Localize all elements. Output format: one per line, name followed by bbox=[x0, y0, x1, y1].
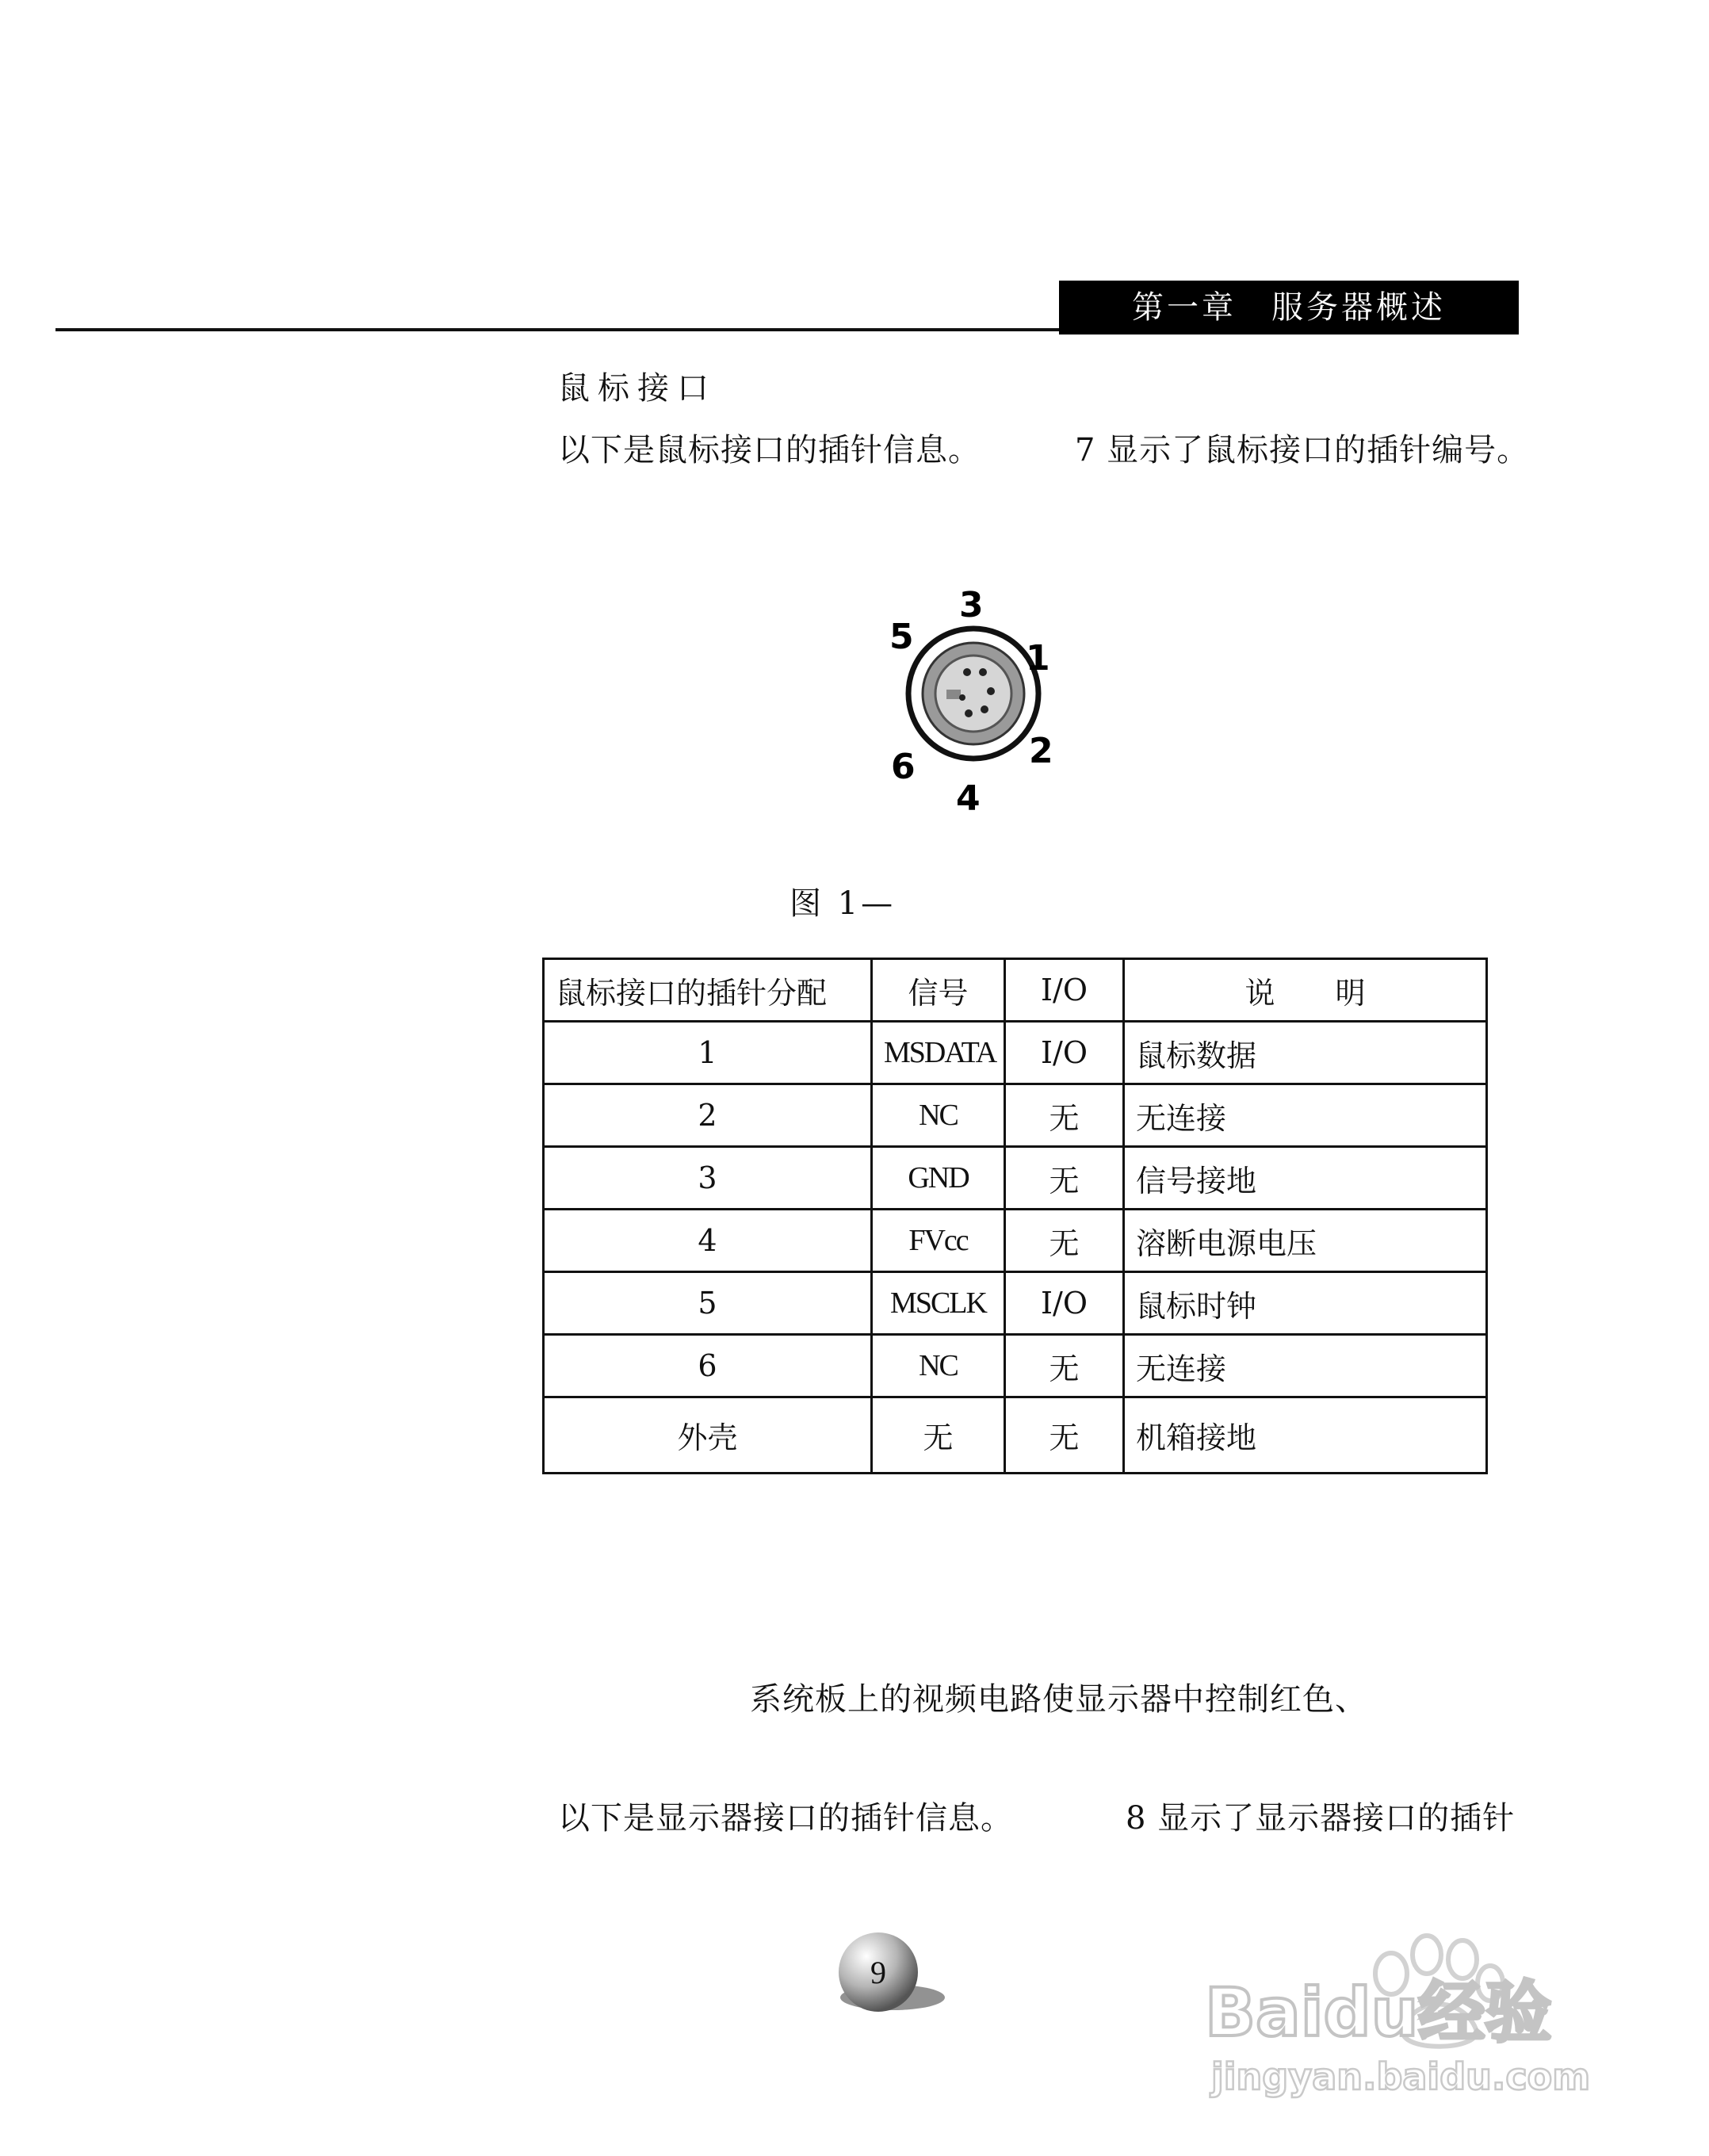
header-io: I/O bbox=[1005, 959, 1124, 1022]
header-rule bbox=[55, 328, 1059, 331]
chapter-header: 第一章 服务器概述 bbox=[1059, 281, 1519, 334]
pin-label-2: 2 bbox=[1029, 731, 1053, 771]
table-row bbox=[544, 1147, 1487, 1210]
pin-hole-1 bbox=[987, 687, 995, 695]
intro-text-right: 7 显示了鼠标接口的插针编号。 bbox=[1075, 432, 1530, 468]
watermark-url: jingyan.baidu.com bbox=[1211, 2055, 1591, 2098]
table-row bbox=[544, 1335, 1487, 1397]
cell-description: 鼠标数据 bbox=[1124, 1022, 1487, 1084]
pin-hole-1a bbox=[979, 668, 987, 676]
intro-text-left: 以下是鼠标接口的插针信息。 bbox=[558, 432, 981, 468]
cell-signal: NC bbox=[872, 1335, 1005, 1397]
pin-label-3: 3 bbox=[959, 585, 984, 625]
cell-pin: 4 bbox=[544, 1210, 872, 1272]
ps2-connector-diagram bbox=[880, 579, 1070, 824]
mouse-connector-figure bbox=[880, 579, 1070, 824]
pin-hole-6 bbox=[959, 694, 965, 701]
cell-description: 无连接 bbox=[1124, 1084, 1487, 1147]
cell-io: 无 bbox=[1005, 1147, 1124, 1210]
pin-assignment-table bbox=[542, 958, 1488, 1474]
cell-pin: 1 bbox=[544, 1022, 872, 1084]
video-circuit-text: 系统板上的视频电路使显示器中控制红色、 bbox=[750, 1681, 1367, 1718]
header-pin-assignment: 鼠标接口的插针分配 bbox=[544, 959, 872, 1022]
cell-pin: 5 bbox=[544, 1272, 872, 1335]
cell-signal: 无 bbox=[872, 1397, 1005, 1474]
header-description: 说 明 bbox=[1124, 959, 1487, 1022]
table-row bbox=[544, 1272, 1487, 1335]
figure-caption: 图 1— bbox=[790, 885, 897, 922]
cell-io: I/O bbox=[1005, 1272, 1124, 1335]
table-row bbox=[544, 1084, 1487, 1147]
section-title: 鼠标接口 bbox=[558, 370, 717, 407]
table-row bbox=[544, 1397, 1487, 1474]
page-ball-icon bbox=[829, 1928, 948, 2023]
header-signal: 信号 bbox=[872, 959, 1005, 1022]
page-number: 9 bbox=[870, 1955, 886, 1990]
monitor-intro-left: 以下是显示器接口的插针信息。 bbox=[558, 1800, 1013, 1837]
pin-label-4: 4 bbox=[956, 778, 981, 819]
pin-hole-2 bbox=[981, 705, 988, 713]
paw-icon bbox=[1189, 1894, 1633, 2101]
cell-signal: GND bbox=[872, 1147, 1005, 1210]
cell-signal: NC bbox=[872, 1084, 1005, 1147]
cell-description: 无连接 bbox=[1124, 1335, 1487, 1397]
table-header-row bbox=[544, 959, 1487, 1022]
pin-hole-3 bbox=[963, 668, 971, 676]
cell-pin: 2 bbox=[544, 1084, 872, 1147]
cell-pin: 外壳 bbox=[544, 1397, 872, 1474]
cell-io: 无 bbox=[1005, 1210, 1124, 1272]
table-row bbox=[544, 1022, 1487, 1084]
pin-label-1: 1 bbox=[1026, 638, 1050, 679]
cell-signal: FVcc bbox=[872, 1210, 1005, 1272]
pin-label-5: 5 bbox=[889, 617, 914, 657]
cell-io: I/O bbox=[1005, 1022, 1124, 1084]
cell-description: 鼠标时钟 bbox=[1124, 1272, 1487, 1335]
connector-key bbox=[946, 690, 961, 699]
baidu-watermark bbox=[1189, 1894, 1633, 2101]
pin-label-6: 6 bbox=[891, 747, 916, 787]
cell-description: 溶断电源电压 bbox=[1124, 1210, 1487, 1272]
cell-signal: MSCLK bbox=[872, 1272, 1005, 1335]
cell-description: 信号接地 bbox=[1124, 1147, 1487, 1210]
cell-io: 无 bbox=[1005, 1397, 1124, 1474]
cell-io: 无 bbox=[1005, 1335, 1124, 1397]
cell-pin: 6 bbox=[544, 1335, 872, 1397]
cell-pin: 3 bbox=[544, 1147, 872, 1210]
watermark-brand: Baidu经验 bbox=[1205, 1974, 1552, 2051]
monitor-intro-right: 8 显示了显示器接口的插针 bbox=[1126, 1800, 1516, 1837]
cell-io: 无 bbox=[1005, 1084, 1124, 1147]
page-number-badge bbox=[829, 1928, 948, 2023]
table-row bbox=[544, 1210, 1487, 1272]
pin-hole-4 bbox=[965, 709, 973, 717]
cell-signal: MSDATA bbox=[872, 1022, 1005, 1084]
cell-description: 机箱接地 bbox=[1124, 1397, 1487, 1474]
